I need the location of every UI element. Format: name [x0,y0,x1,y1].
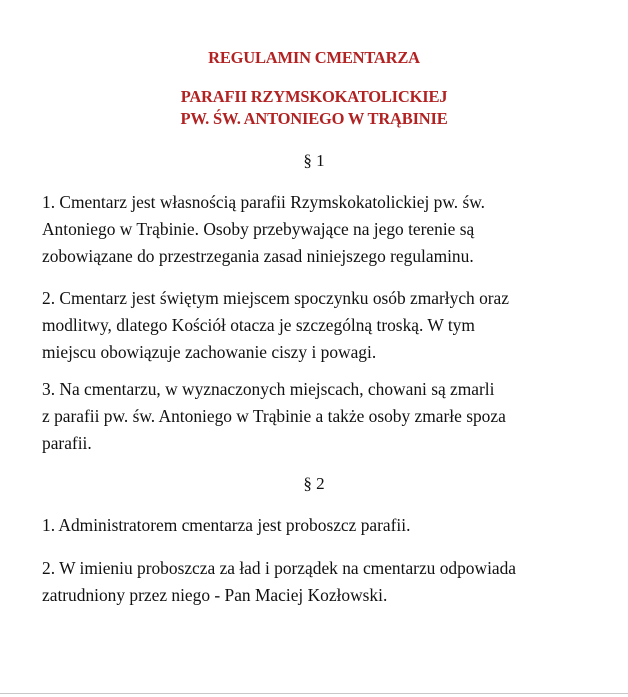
paragraph-line: 3. Na cmentarzu, w wyznaczonych miejscach, chowani są zmarli [42,379,495,399]
document-subtitle-line1: PARAFII RZYMSKOKATOLICKIEJ [180,87,448,106]
paragraph-line: miejscu obowiązuje zachowanie ciszy i powagi. [42,342,377,362]
paragraph-line: 2. W imieniu proboszcza za ład i porządek na cmentarzu odpowiada [42,558,517,578]
paragraph-line: 1. Cmentarz jest własnością parafii Rzymskokatolickiej pw. św. [42,192,486,212]
paragraph-line: zatrudniony przez niego - Pan Maciej Kozłowski. [42,585,388,605]
paragraph-1-1 [42,189,602,270]
page-bottom-border [0,693,628,694]
paragraph-line: modlitwy, dlatego Kościół otacza je szczególną troską. W tym [42,315,475,335]
section-heading-1: § 1 [303,151,325,170]
paragraph-2-1 [42,512,602,539]
section-heading-2: § 2 [303,474,325,493]
paragraph-line: z parafii pw. św. Antoniego w Trąbinie a także osoby zmarłe spoza [42,406,506,426]
paragraph-2-2 [42,555,602,609]
paragraph-1-3 [42,376,602,457]
document-subtitle-line2: PW. ŚW. ANTONIEGO W TRĄBINIE [180,109,448,128]
paragraph-line: 2. Cmentarz jest świętym miejscem spoczynku osób zmarłych oraz [42,288,509,308]
paragraph-line: parafii. [42,433,92,453]
paragraph-line: zobowiązane do przestrzegania zasad niniejszego regulaminu. [42,246,474,266]
document-title: REGULAMIN CMENTARZA [208,48,420,67]
paragraph-line: 1. Administratorem cmentarza jest proboszcz parafii. [42,515,411,535]
paragraph-1-2 [42,285,602,366]
paragraph-line: Antoniego w Trąbinie. Osoby przebywające na jego terenie są [42,219,475,239]
